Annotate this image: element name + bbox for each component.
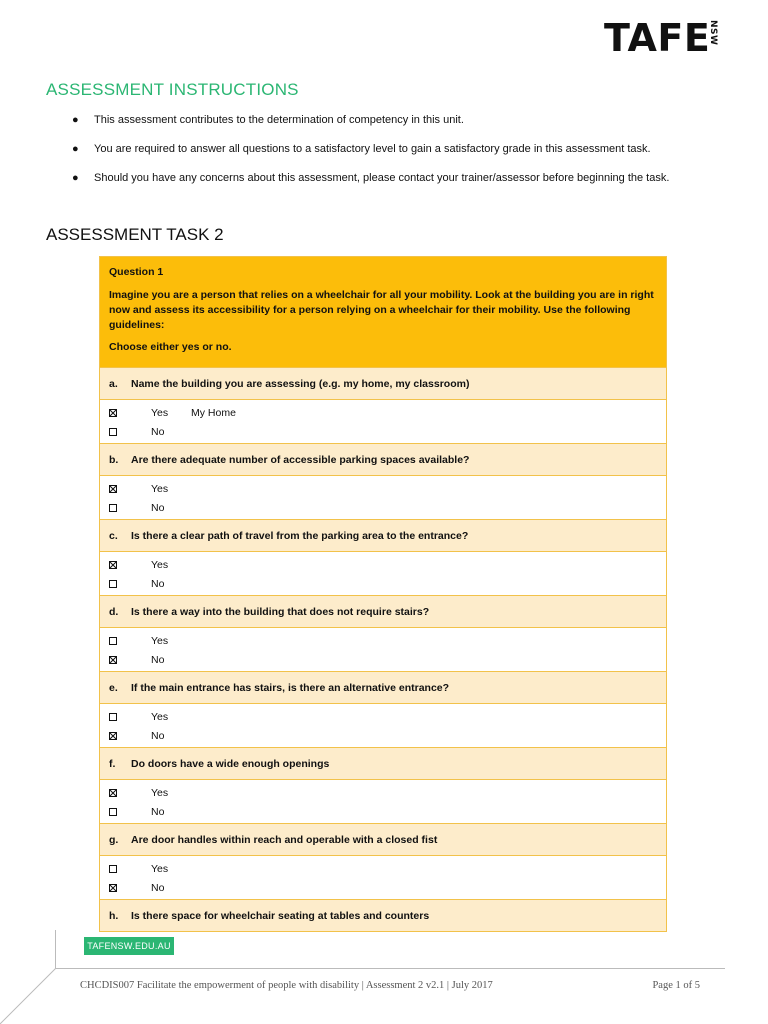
answer-option-yes (109, 859, 666, 878)
question-letter: a. (109, 377, 118, 390)
option-label: No (151, 653, 165, 666)
answer-option-no (109, 802, 666, 821)
answer-row (100, 779, 666, 823)
checked-box-icon[interactable] (109, 884, 117, 892)
answer-row (100, 551, 666, 595)
question-prompt: Do doors have a wide enough openings (131, 757, 330, 770)
question-prompt: If the main entrance has stairs, is there an alternative entrance? (131, 681, 450, 694)
question-row (100, 595, 666, 627)
question-prompt: Are door handles within reach and operable with a closed fist (131, 833, 438, 846)
question-title: Question 1 (109, 266, 164, 278)
answer-option-yes (109, 555, 666, 574)
question-row (100, 823, 666, 855)
answer-row (100, 627, 666, 671)
question-prompt: Is there a way into the building that does not require stairs? (131, 605, 430, 618)
question-letter: d. (109, 605, 119, 618)
checkbox-icon[interactable] (109, 865, 117, 873)
question-header (100, 257, 666, 367)
option-label: Yes (151, 786, 169, 799)
option-label: Yes (151, 558, 169, 571)
footer-divider-vertical (55, 930, 56, 968)
question-row (100, 443, 666, 475)
question-prompt: Is there a clear path of travel from the parking area to the entrance? (131, 529, 469, 542)
option-label: No (151, 881, 165, 894)
checked-box-icon[interactable] (109, 485, 117, 493)
option-label: No (151, 425, 165, 438)
answer-row (100, 475, 666, 519)
checkbox-icon[interactable] (109, 637, 117, 645)
checkbox-icon[interactable] (109, 504, 117, 512)
checked-box-icon[interactable] (109, 409, 117, 417)
question-prompt: Name the building you are assessing (e.g. my home, my classroom) (131, 377, 470, 390)
bullet-icon: ● (72, 114, 79, 126)
logo-sub: NSW (708, 20, 718, 46)
footer-url-badge[interactable]: TAFENSW.EDU.AU (84, 937, 174, 955)
answer-option-yes (109, 403, 666, 422)
checkbox-icon[interactable] (109, 808, 117, 816)
checkbox-icon[interactable] (109, 713, 117, 721)
option-label: No (151, 805, 165, 818)
answer-row (100, 855, 666, 899)
tafe-nsw-logo (604, 18, 724, 58)
checkbox-icon[interactable] (109, 580, 117, 588)
question-row (100, 747, 666, 779)
answer-option-no (109, 726, 666, 745)
bullet-icon: ● (72, 143, 79, 155)
answer-option-no (109, 574, 666, 593)
footer-document-info: CHCDIS007 Facilitate the empowerment of people with disability | Assessment 2 v2.1 | July 2017 (80, 980, 493, 991)
instructions-list (70, 112, 669, 199)
question-row (100, 367, 666, 399)
footer-divider (55, 968, 725, 969)
question-letter: g. (109, 833, 119, 846)
option-label: Yes (151, 634, 169, 647)
answer-option-yes (109, 631, 666, 650)
answer-option-yes (109, 783, 666, 802)
answer-option-no (109, 422, 666, 441)
checkbox-icon[interactable] (109, 428, 117, 436)
logo-wordmark: TAFE (604, 16, 711, 60)
answer-option-no (109, 650, 666, 669)
option-label: Yes (151, 710, 169, 723)
instruction-item: ● Should you have any concerns about this assessment, please contact your trainer/assessor before beginning the task. (72, 172, 670, 184)
question-row (100, 671, 666, 703)
instructions-heading: ASSESSMENT INSTRUCTIONS (46, 80, 299, 99)
answer-option-no (109, 498, 666, 517)
answer-note: My Home (191, 406, 236, 419)
footer-page-number: Page 1 of 5 (652, 980, 700, 991)
task-heading: ASSESSMENT TASK 2 (46, 225, 224, 244)
answer-option-no (109, 878, 666, 897)
question-letter: b. (109, 453, 119, 466)
option-label: No (151, 501, 165, 514)
question-prompt: Are there adequate number of accessible parking spaces available? (131, 453, 470, 466)
answer-option-yes (109, 707, 666, 726)
question-letter: f. (109, 757, 116, 770)
instruction-item: ● You are required to answer all questions to a satisfactory level to gain a satisfactory grade in this assessment task. (72, 143, 651, 155)
question-text: Imagine you are a person that relies on a wheelchair for all your mobility. Look at the building you are in right now and assess its accessibility for a person relying on a wheelchair for their mobility. Use the following guidelines: (109, 289, 654, 331)
option-label: No (151, 577, 165, 590)
option-label: Yes (151, 406, 169, 419)
question-letter: h. (109, 909, 119, 922)
question-row (100, 519, 666, 551)
answer-option-yes (109, 479, 666, 498)
answer-row (100, 703, 666, 747)
instruction-item: ● This assessment contributes to the determination of competency in this unit. (72, 114, 464, 126)
bullet-icon: ● (72, 172, 79, 184)
question-prompt: Is there space for wheelchair seating at tables and counters (131, 909, 430, 922)
checked-box-icon[interactable] (109, 656, 117, 664)
option-label: Yes (151, 482, 169, 495)
question-instruction: Choose either yes or no. (109, 341, 232, 353)
option-label: No (151, 729, 165, 742)
question-row (100, 899, 666, 931)
question-table (99, 256, 667, 932)
question-letter: c. (109, 529, 118, 542)
option-label: Yes (151, 862, 169, 875)
question-items (100, 367, 666, 899)
checked-box-icon[interactable] (109, 732, 117, 740)
checked-box-icon[interactable] (109, 561, 117, 569)
checked-box-icon[interactable] (109, 789, 117, 797)
question-letter: e. (109, 681, 118, 694)
footer-corner-line (0, 968, 56, 1024)
answer-row (100, 399, 666, 443)
